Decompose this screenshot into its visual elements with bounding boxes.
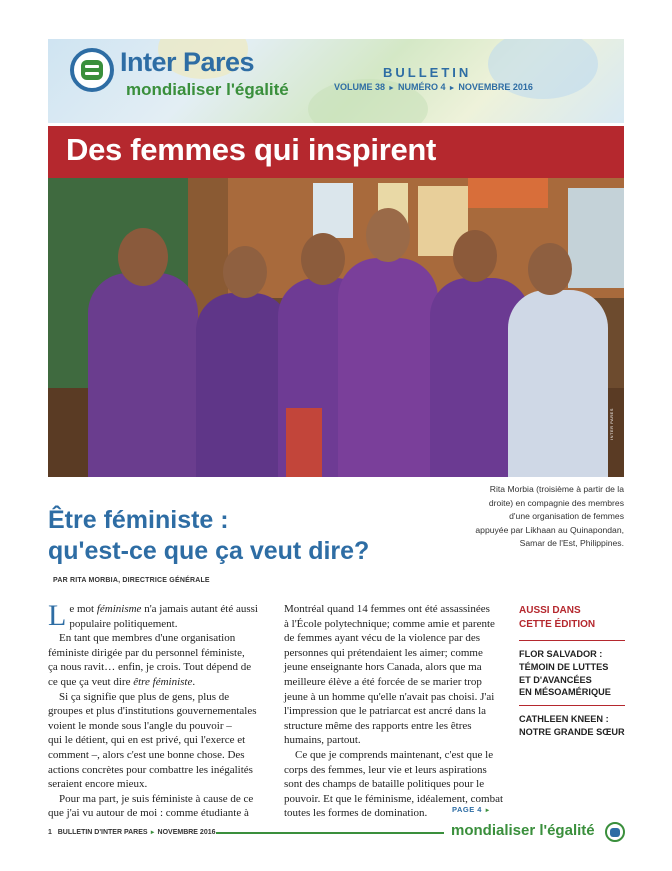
photo-credit: INTER PARES [609, 408, 614, 440]
sidebar-item-flor-salvador[interactable] [519, 648, 611, 699]
continued-on-page[interactable] [452, 805, 491, 814]
inter-pares-logo-icon [605, 822, 625, 842]
footer-info [48, 829, 216, 836]
caption-line: droite) en compagnie des membres [488, 497, 624, 508]
banner-title: Des femmes qui inspirent [66, 132, 437, 167]
article-line: que j'ai vu autour de moi : comme étudiante à [48, 807, 249, 820]
caption-line: Rita Morbia (troisième à partir de la [489, 484, 624, 494]
issue-date: NOVEMBRE 2016 [458, 82, 533, 92]
article-title-line: Être féministe : [48, 506, 229, 534]
article-line: Si ça signifie que plus de gens, plus de [59, 690, 230, 703]
article-line: qui le détient, qui en est privé, qui l'exerce et [48, 734, 246, 747]
article-line: personnes qui prétendaient les aimer; comme [284, 646, 483, 659]
article-line: pouvoir. Et que le féminisme, idéalement, combat [284, 792, 504, 805]
footer-rule [216, 832, 444, 834]
inter-pares-logo-icon [70, 48, 114, 92]
article-line: comment –, alors c'est une bonne chose. Des [48, 748, 245, 761]
article-line: Montréal quand 14 femmes ont été assassinées [284, 603, 490, 615]
article-line: ce que ça veut dire être féministe. [48, 675, 196, 688]
article-line: jeune enseignante hors Canada, alors que ma [284, 661, 482, 674]
caption-line: appuyée par Likhaan au Quinapondan, [475, 524, 624, 535]
article-column-2 [284, 602, 509, 821]
article-line: corps des femmes, leur vie et leurs aspirations [284, 763, 487, 776]
cover-photo [48, 178, 624, 477]
footer-tagline: mondialiser l'égalité [451, 822, 595, 839]
arrow-right-icon: ► [448, 85, 456, 92]
article-line: populaire politiquement. [69, 617, 178, 630]
article-line: féministe dirigée par du personnel féministe, [48, 646, 245, 659]
photo-caption [430, 483, 624, 551]
brand-name: Inter Pares [120, 47, 255, 77]
sidebar-item-line: EN MÉSOAMÉRIQUE [519, 687, 611, 698]
page-number: 1 [48, 829, 52, 836]
arrow-right-icon: ► [149, 830, 156, 836]
article-line: ça nous ravit… enfin, je crois. Tout dépend de [48, 661, 252, 674]
article-line: jeune à un homme qu'elle n'avait pas choisi. J'ai [284, 690, 495, 703]
article-line: groupes et plus d'institutions gouvernementales [48, 705, 257, 718]
brand-tagline: mondialiser l'égalité [126, 80, 289, 99]
article-title [48, 505, 428, 567]
article-line: à l'École polytechnique; comme amie et parente [284, 617, 495, 630]
article-line: Ce que je comprends maintenant, c'est que le [295, 748, 494, 761]
issue-number: NUMÉRO 4 [397, 82, 446, 92]
article-line: meilleure élève a été forcée de se marier trop [284, 675, 482, 688]
footer-publication: BULLETIN D'INTER PARES [57, 829, 148, 836]
masthead [48, 39, 624, 123]
sidebar-item-line: TÉMOIN DE LUTTES [519, 661, 609, 672]
page-ref-label: PAGE 4 [452, 805, 482, 814]
sidebar-item-cathleen-kneen[interactable] [519, 713, 625, 739]
sidebar-heading-line: CETTE ÉDITION [519, 618, 596, 630]
article-line: de femmes ayant vécu de la violence par des [284, 632, 481, 645]
article-line: sont des champs de bataille politiques pour le [284, 778, 485, 791]
article-line: seraient encore mieux. [48, 778, 148, 791]
article-line: voient le monde sous l'angle du pouvoir – [48, 719, 232, 732]
sidebar-divider [519, 705, 625, 706]
sidebar-item-line: FLOR SALVADOR : [519, 649, 603, 659]
sidebar-item-line: CATHLEEN KNEEN : [519, 714, 609, 724]
article-line: l'impression que le patriarcat est ancré dans la [284, 705, 487, 718]
caption-line: d'une organisation de femmes [509, 511, 624, 522]
bulletin-label: BULLETIN [383, 65, 472, 80]
sidebar-heading [519, 604, 595, 631]
issue-volume: VOLUME 38 [334, 82, 386, 92]
sidebar-heading-line: AUSSI DANS [519, 605, 581, 616]
sidebar-divider [519, 640, 625, 641]
issue-info [334, 82, 533, 92]
article-line: Pour ma part, je suis féministe à cause de ce [59, 792, 254, 805]
byline: PAR RITA MORBIA, DIRECTRICE GÉNÉRALE [53, 577, 210, 584]
article-line: e mot féminisme n'a jamais autant été aussi [69, 603, 258, 615]
caption-line: Samar de l'Est, Philippines. [519, 538, 624, 549]
sidebar-item-line: NOTRE GRANDE SŒUR [519, 726, 625, 737]
footer-date: NOVEMBRE 2016 [157, 829, 216, 836]
arrow-right-icon: ► [484, 808, 491, 814]
article-line: humains, partout. [284, 734, 361, 747]
drop-cap: L [48, 599, 67, 632]
article-line: toutes les formes de domination. [284, 807, 428, 820]
arrow-right-icon: ► [388, 85, 395, 92]
article-column-1 [48, 599, 273, 821]
article-title-line: qu'est-ce que ça veut dire? [48, 537, 370, 565]
article-line: structure même des rapports entre les êtres [284, 719, 472, 732]
article-line: actions concrètes pour combattre les inégalités [48, 763, 253, 776]
article-line: En tant que membres d'une organisation [59, 632, 236, 645]
sidebar-item-line: ET D'AVANCÉES [519, 674, 592, 685]
headline-banner [48, 126, 624, 178]
